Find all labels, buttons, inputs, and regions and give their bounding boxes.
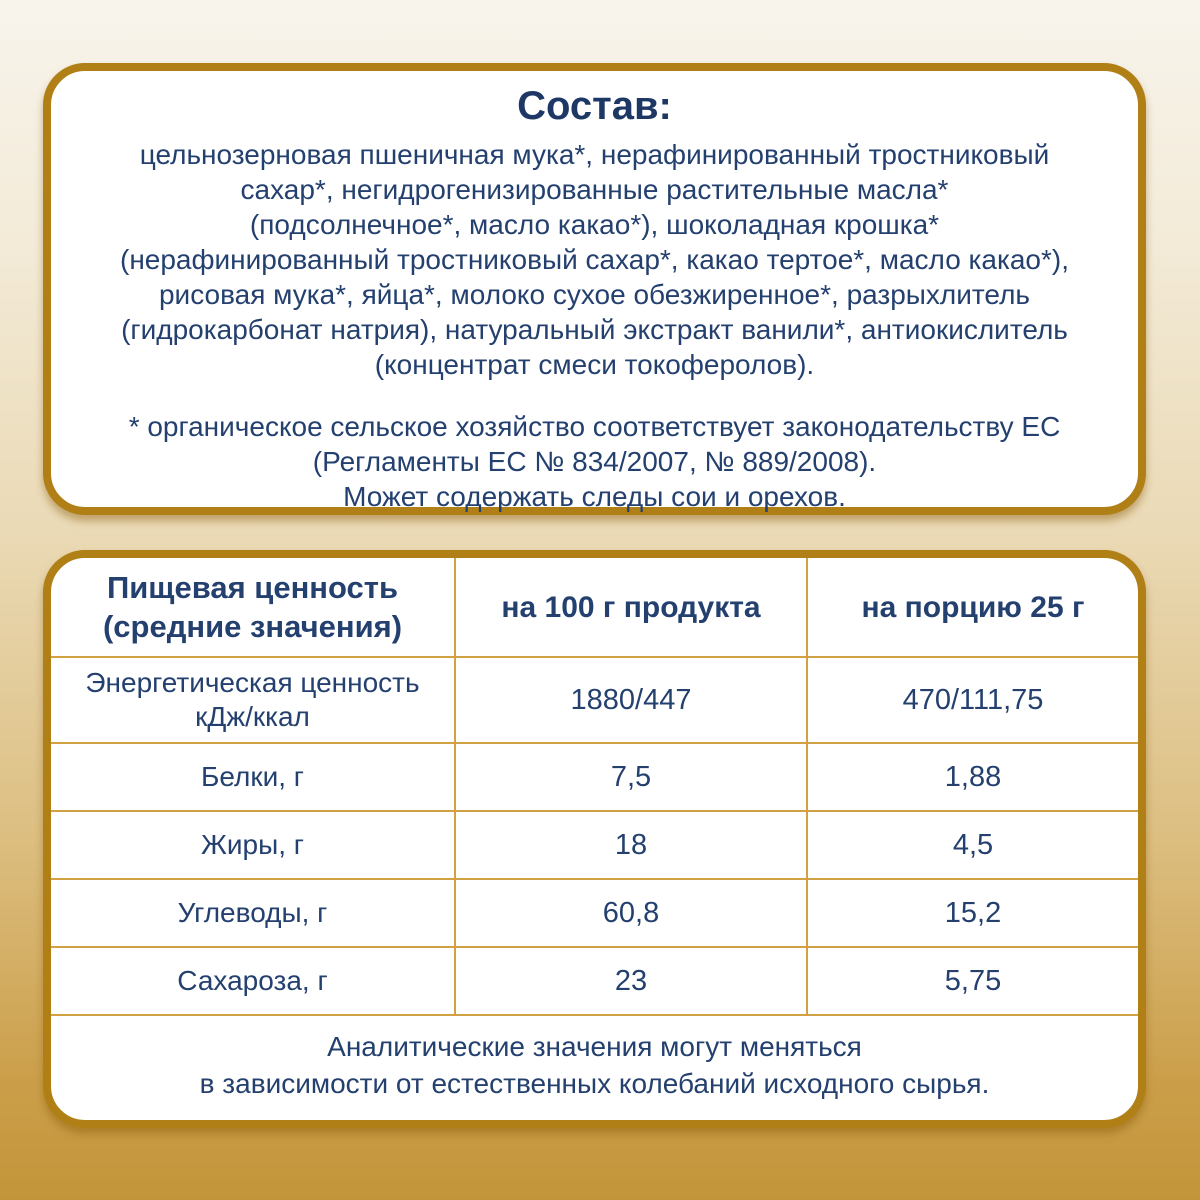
nutrition-row-per-100g: 23 xyxy=(456,948,808,1016)
nutrition-row-per-100g: 7,5 xyxy=(456,744,808,812)
nutrition-row-per-portion: 1,88 xyxy=(808,744,1138,812)
composition-card xyxy=(43,63,1146,515)
organic-note-line: * органическое сельское хозяйство соответствует законодательству ЕС xyxy=(128,411,1061,442)
nutrition-header-per-portion: на порцию 25 г xyxy=(808,558,1138,658)
composition-title: Состав: xyxy=(517,84,672,128)
nutrition-row-label: Углеводы, г xyxy=(51,880,456,948)
nutrition-footnote xyxy=(51,1016,1138,1120)
ingredients-line: цельнозерновая пшеничная мука*, нерафинированный тростниковый xyxy=(139,139,1050,170)
nutrition-header-name: Пищевая ценность (средние значения) xyxy=(51,558,456,658)
nutrition-footnote-line: Аналитические значения могут меняться xyxy=(327,1031,862,1062)
nutrition-row-per-100g: 1880/447 xyxy=(456,658,808,744)
nutrition-row-label: Энергетическая ценность кДж/ккал xyxy=(51,658,456,744)
nutrition-row-per-100g: 60,8 xyxy=(456,880,808,948)
ingredients-line: (концентрат смеси токоферолов). xyxy=(374,349,815,380)
nutrition-row-label: Сахароза, г xyxy=(51,948,456,1016)
nutrition-row-per-portion: 15,2 xyxy=(808,880,1138,948)
nutrition-row-per-100g: 18 xyxy=(456,812,808,880)
nutrition-header-per-100g: на 100 г продукта xyxy=(456,558,808,658)
nutrition-row-per-portion: 5,75 xyxy=(808,948,1138,1016)
nutrition-row-per-portion: 4,5 xyxy=(808,812,1138,880)
nutrition-footnote-line: в зависимости от естественных колебаний исходного сырья. xyxy=(199,1068,990,1099)
nutrition-table xyxy=(51,558,1138,1120)
nutrition-row-per-portion: 470/111,75 xyxy=(808,658,1138,744)
nutrition-row-label: Белки, г xyxy=(51,744,456,812)
organic-note-line: Может содержать следы сои и орехов. xyxy=(343,481,846,512)
nutrition-row-label: Жиры, г xyxy=(51,812,456,880)
ingredients-line: сахар*, негидрогенизированные растительные масла* xyxy=(240,174,949,205)
organic-note-line: (Регламенты ЕС № 834/2007, № 889/2008). xyxy=(312,446,877,477)
ingredients-line: (нерафинированный тростниковый сахар*, какао тертое*, масло какао*), xyxy=(120,244,1069,275)
ingredients-paragraph xyxy=(120,137,1069,382)
organic-note-paragraph xyxy=(129,409,1061,514)
ingredients-line: (подсолнечное*, масло какао*), шоколадная крошка* xyxy=(249,209,940,240)
ingredients-line: рисовая мука*, яйца*, молоко сухое обезжиренное*, разрыхлитель xyxy=(158,279,1030,310)
nutrition-card xyxy=(43,550,1146,1128)
ingredients-line: (гидрокарбонат натрия), натуральный экстракт ванили*, антиокислитель xyxy=(121,314,1068,345)
